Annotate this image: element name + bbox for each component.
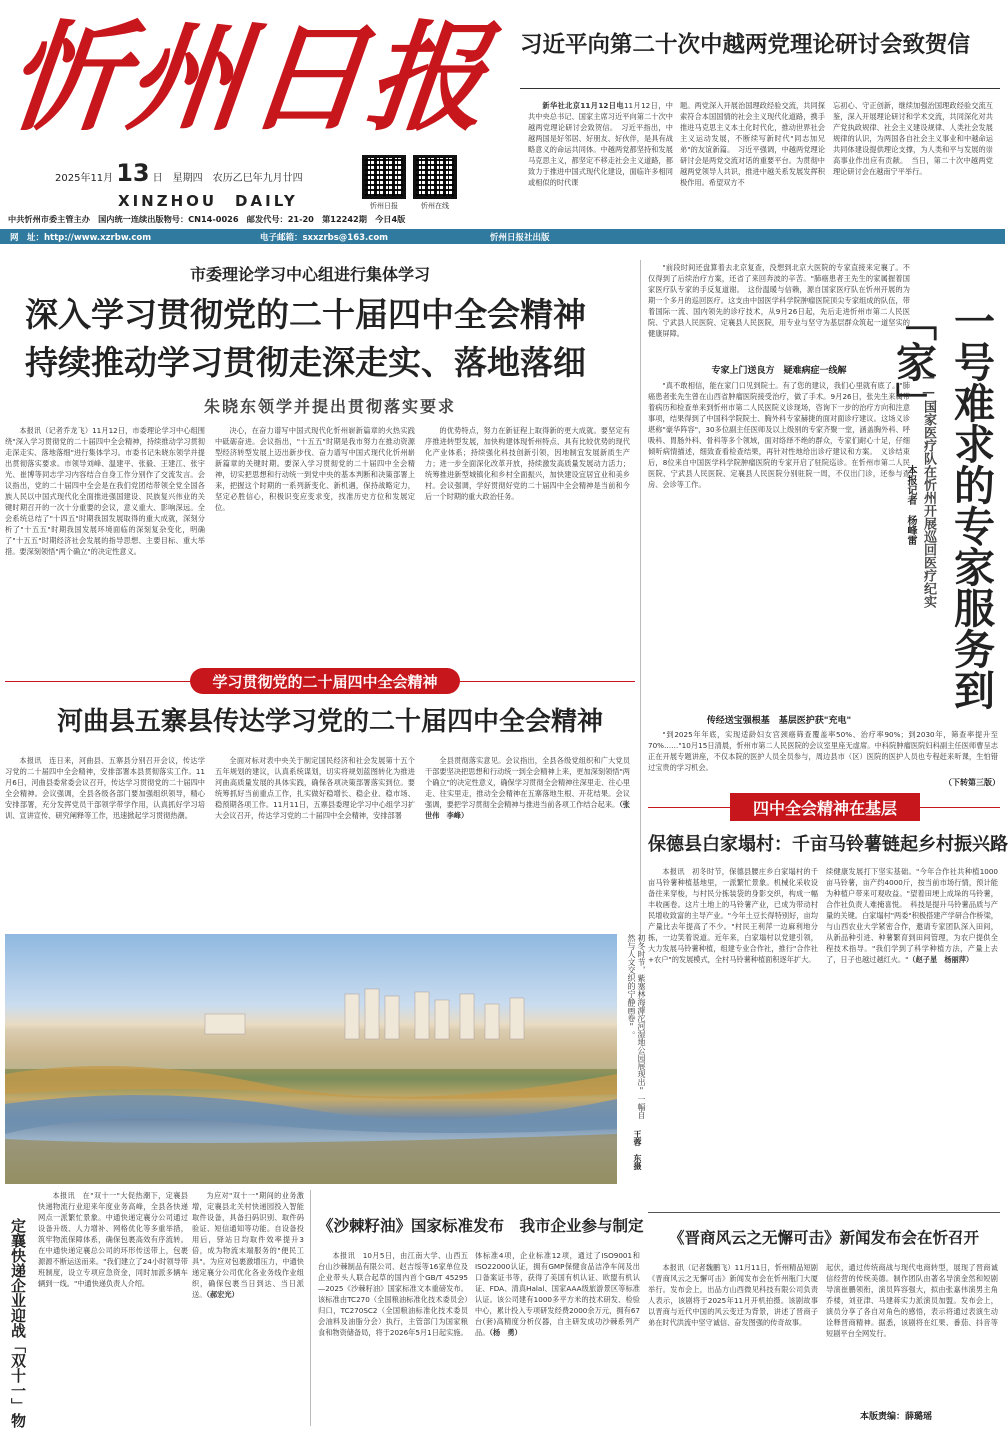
red-banner-study: 学习贯彻党的二十届四中全会精神 (190, 668, 460, 694)
red-banner-grassroots: 四中全会精神在基层 (730, 793, 920, 821)
article1-kicker: 市委理论学习中心组进行集体学习 (189, 265, 430, 284)
article1-title-2: 持续推动学习贯彻走深走实、落地落细 (25, 343, 586, 382)
article1-title-1: 深入学习贯彻党的二十届四中全会精神 (25, 295, 586, 334)
right-para-2: "真不敢相信，能在家门口见到院士。有了您的建议，我们心里就有底了。"肺癌患者张先生曾在山西省肿瘤医院接受治疗，做了手术。9月26日，张先生来属带着病历和检查单来到忻州市第二人民医院义诊现场，咨询下一步的治疗方向和注意事项，结果得到了中国科学院院士、胸外科专家赫捷的面对面诊疗建议。这场义诊堪称"豪华阵容"，30多位副主任医师及以上级别的专家齐聚一堂，涵盖胸外科、呼吸科、胃肠外科、骨科等多个领域，面对络绎不绝的群众，专家们耐心十足，仔细倾听病情描述，细致查看检查结果，再针对性地给出诊疗建议和方案。 义诊结束后，8位来自中国医学科学院肿瘤医院的专家开启了驻院巡诊。在忻州市第二人民医院、宁武县人民医院、定襄县人民医院分别驻院一周，不仅出门诊，还参与查房、会诊等工作。 (648, 381, 910, 489)
lead-col-2: 题。两党深入开展治国理政经验交流，共同探索符合本国国情的社会主义现代化道路，携手推进马克思主义本土化时代化，推动世界社会主义运动发展，不断续写新时代"同志加兄弟"的友谊新篇。 习近平强调，中越两党理论研讨会是两党交流对话的重要平台。为贯彻中越两党领导人共识，推进中越关系发展发挥积极作用。希望双方不 (680, 101, 825, 187)
masthead-logo (0, 8, 513, 148)
photo-scene (5, 934, 617, 1184)
info-line: 中共忻州市委主管主办 国内统一连续出版物号：CN14-0026 邮发代号：21-20 第12242期 今日4版 (8, 214, 406, 224)
article6-col-2: 起伏，通过传统商战与现代电商转型，展现了晋商诚信经营的传统美德。制作团队由著名导演金然和短剧导演崔鹏领衔，演员阵容强大，拟由张嘉伟演男主角乔楼，刘亚津、马建蒋实力派演员加盟。发布会上，演员分享了各自对角色的感悟，表示将通过表演生动诠释晋商精神。据悉，该剧将在红果、番茄、抖音等短剧平台全网发行。 (826, 1263, 998, 1338)
article6-title: 《晋商风云之无懈可击》新闻发布会在忻召开 (668, 1229, 979, 1247)
right-para-3: "到2025年年底，实现适龄妇女宫颈癌筛查覆盖率50%、治疗率90%；到2030年，筛查率提升至70%……"10月15日清晨，忻州市第二人民医院的会议室里座无虚席。中科院肿瘤医院妇科副主任医师曹呈志正在开展专题讲座，不仅本院的医护人员全员参与，周边县市（区）医院的医护人员也专程赶来听课，生怕错过宝贵的学习机会。 (648, 730, 998, 772)
right-story-subtitle: ——国家医疗队在忻州开展巡回医疗纪实 (921, 370, 936, 608)
left-vertical-title: 定襄快递企业迎战「双十一」物 (9, 1218, 27, 1428)
qr-label-2: 忻州在线 (421, 202, 449, 210)
right-sub-2: 传经送宝强根基 基层医护获"充电" (706, 716, 852, 726)
lead-title: 习近平向第二十次中越两党理论研讨会致贺信 (520, 32, 971, 58)
publisher: 忻州日报社出版 (490, 232, 550, 243)
photo-caption: 初冬时节，紫塞林海滹沱河湿地公园展现出"一幅自然与人文交织的宁静画卷"。 (627, 934, 646, 1119)
landscape-photo (5, 934, 617, 1184)
right-para-1: "前段时间还盘算着去北京复查，没想到北京大医院的专家直接来定襄了。不仅得到了后续治疗方案，还省了来回奔波的辛苦。"肺癌患者王先生的家属握着国家医疗队专家的手反复道谢。 这份温暖与信赖，源自国家医疗队在忻州开展的为期一个多月的巡回医疗。这支由中国医学科学院肿瘤医院顶尖专家组成的队伍，带着国际一流、国内领先的诊疗技术，从9月26日起，先后走进忻州市第二人民医院、宁武县人民医院、定襄县人民医院，用专业与坚守为基层群众筑起一道坚实的健康屏障。 (648, 263, 910, 338)
photo-byline: 王蓉 东摄 (633, 1130, 643, 1170)
lead-col-1: 新华社北京11月12日电11月12日，中共中央总书记、国家主席习近平向第二十次中越两党理论研讨会致贺信。 习近平指出，中越两国是好邻居、好朋友、好伙伴，是具有战略意义的命运共同体。中越两党都坚持和发展马克思主义，都坚定不移走社会主义道路，都致力于推进中国式现代化建设，面临许多相同或相似的时代课 (528, 101, 673, 187)
article4-col-2: 为应对"双十一"期间的业务激增，定襄县北关村快递园投入智能取件设备，具备扫码识别、取件码验证、短信通知等功能。自设备投用后，驿站日均取件效率提升3倍，成为物流末端服务的"便民工具"。为应对包裹激增压力，中通快递定襄分公司优化各业务线作业组织，确保包裹当日到达、当日派送。（郝宏光） (192, 1191, 304, 1299)
article3-title: 保德县白家塌村：千亩马铃薯链起乡村振兴路 (648, 834, 1008, 855)
right-story-byline: 本报记者 杨峰雷 (905, 465, 916, 545)
qr-code-2 (413, 155, 457, 199)
website-link[interactable]: 网 址：http://www.xzrbw.com (10, 232, 152, 243)
info-bar (0, 229, 1005, 244)
qr-code-1 (362, 155, 406, 199)
article5-col-1: 本报讯 10月5日，由江南大学、山西五台山沙棘制品有限公司、赵吉绥等16家单位及企业带头人联合起草的国内首个GB/T 45295—2025《沙棘籽油》国家标准文本重磅发布。该标准由TC270（全国粮油标准化技术委员会）归口，TC270SC2（全国粮油标准化技术委员会油料及油脂分会）执行，主管部门为国家粮食和物资储备局，将于2026年5月1日起实施。 (318, 1251, 468, 1337)
article3-col-1: 本报讯 初冬时节，保德县腰庄乡白家塌村的千亩马铃薯种植基地里，一派繁忙景象。机械化采收设备往来穿梭，与村民分拣装袋的身影交织，构成一幅丰收画卷。这片土地上的马铃薯产业，已成为带动村民增收致富的主导产业。"今年土豆长得特别好，亩均产量比去年提高了不少。"村民王利萍一边麻利地分拣，一边笑着说道。近年来，白家塌村以党建引领，大力发展马铃薯种植，组建专业合作社，推行"合作社+农户"的发展模式，全村马铃薯种植面积逐年扩大。 (648, 867, 818, 964)
article3-col-2: 续健康发展打下坚实基础。"今年合作社共种植1000亩马铃薯，亩产约4000斤，按当前市场行情，预计能为种植户带来可观收益。"望着田埂上成垛的马铃薯，合作社负责人难掩喜悦。 科技是提升马铃薯品质与产量的关键。白家塌村"两委"积极搭建产学研合作桥梁，与山西农业大学紧密合作，邀请专家团队深入田间，从新品种引进、种薯繁育到田间管理，为农户提供全程技术指导。"我们学到了科学种植方法，产量上去了，日子也越过越红火。"（赵子星 杨丽萍） (826, 867, 998, 964)
pinyin-title: XINZHOU DAILY (118, 192, 298, 210)
article2-col-2: 全面对标对表中央关于制定国民经济和社会发展第十五个五年规划的建议，认真系统谋划，切实将规划蓝图转化为推进河曲高质量发展的具体实践，确保各项决策部署落实到位。要统筹抓好当前重点工作，扎实做好稳增长、稳企业、稳市场、稳预期各项工作。11月11日，五寨县委理论学习中心组学习扩大会议召开，传达学习党的二十届四中全会精神，安排部署 (215, 756, 415, 820)
qr-label-1: 忻州日报 (370, 202, 398, 210)
article5-col-2: 体标准4项，企业标准12项，通过了ISO9001和ISO22000认证，拥有GMP保健食品洁净车间及出口备案证书等，获得了美国有机认证、欧盟有机认证、FDA、清真Halal、国家AAA级旅游景区等标准认证。该公司建有1000多平方米的技术研发、检验中心，累计投入专项研发经费2000余万元，拥有67台(套)高精度分析仪器，自主研发成功沙棘系列产品。（杨 勇） (475, 1251, 640, 1337)
lead-col-3: 忘初心、守正创新，继续加强治国理政经验交流互鉴，深入开展理论研讨和学术交流，共同深化对共产党执政规律、社会主义建设规律、人类社会发展规律的认识，为两国各自社会主义事业和中越命运共同体建设提供理论支撑，为人类和平与发展的崇高事业作出应有贡献。 当日，第二十次中越两党理论研讨会在越南宁平举行。 (833, 101, 993, 176)
article6-col-1: 本报讯（记者魏鹏飞）11月11日，忻州精品短剧《晋商风云之无懈可击》新闻发布会在忻州瓶门大厦举行。发布会上，出品方山西微见科技有限公司负责人表示，该剧将于2025年11月开机拍摄。该剧故事以晋商与近代中国的风云变迁为背景，讲述了晋商子弟在时代洪流中坚守诚信、奋发图强的传奇故事。 (648, 1263, 818, 1327)
email-link[interactable]: 电子邮箱：sxxzrbs@163.com (260, 232, 389, 243)
article4-col-1: 本报讯 在"双十一"大促热潮下，定襄县快递物流行业迎来年度业务高峰，全县各快递网点一派繁忙景象。中通快递定襄分公司通过设备升级、人力增补、网格优化等多重举措，筑牢物流保障体系，确保包裹高效有序流转。在中通快递定襄总公司的环形传送带上，包裹源源不断运送而来。"我们建立了24小时领导带班制度，设立专项应急资金，同时加派多辆车辆到一线。"中通快递负责人介绍。 (38, 1191, 188, 1288)
editor-credit: 本版责编：薛璐瑶 (860, 1412, 933, 1422)
article1-col-1: 本报讯（记者乔龙飞）11月12日，市委理论学习中心组围绕"深入学习贯彻党的二十届四中全会精神，持续推动学习贯彻走深走实、落地落细"进行集体学习。市委书记朱晓东领学并提出贯彻落实要求。市领导刘峰、温建平、张毅、王建江、张宇光、崔博等同志学习内容结合自身工作分别作了交流发言。会议指出，党的二十届四中全会是在我们党团结带领全党全国各族人民以中国式现代化全面推进强国建设、民族复兴伟业的关键时期召开的一次十分重要的会议，意义重大、影响深远。全会系统总结了"十四五"时期我国发展取得的重大成就，深刻分析了"十五五"时期我国发展环境面临的深刻复杂变化，明确了"十五五"时期经济社会发展的指导思想、主要目标、重大举措。要深刻领悟"两个确立"的决定性意义。 (5, 426, 205, 556)
article2-title: 河曲县五寨县传达学习党的二十届四中全会精神 (56, 707, 603, 737)
article2-col-3: 全县贯彻落实意见。会议指出，全县各级党组织和广大党员干部要坚决把思想和行动统一到全会精神上来，更加深刻领悟"两个确立"的决定性意义，确保学习贯彻全会精神往深里走、往心里走、往实里走，推动全会精神在五寨落地生根、开花结果。会议强调，要把学习贯彻全会精神与推进当前各项工作结合起来。（张世伟 李峰） (425, 756, 630, 820)
article1-col-2: 决心，在奋力谱写中国式现代化忻州崭新篇章的火热实践中砥砺奋进。会议指出，"十五五"时期是我市努力在推动资源型经济转型发展上迈出新步伐、奋力谱写中国式现代化忻州崭新篇章的关键时期。要深入学习贯彻党的二十届四中全会精神，切实把思想和行动统一到党中央的基本判断和决策部署上来，把握这个时期的一系列新变化、新机遇，保持战略定力，坚定必胜信心，积极识变应变求变，找准历史方位和发展定位。 (215, 426, 415, 512)
article1-subtitle: 朱晓东领学并提出贯彻落实要求 (203, 397, 456, 416)
date-line: 2025年11月 13 日 星期四 农历乙巳年九月廿四 (55, 159, 303, 187)
right-story-more: （下转第三版） (944, 778, 1000, 787)
right-story-title: 一号难求的专家服务到「家」 (889, 300, 995, 710)
article1-col-3: 的优势特点，努力在新征程上取得新的更大成就。要坚定有序推进转型发展，加快构建体现忻州特点、具有比较优势的现代化产业体系；持续强化科技创新引领，因地制宜发展新质生产力；进一步全面深化改革开放，持续激发高质量发展动力活力；统筹推进新型城镇化和乡村全面振兴，加快建设宜居宜业和美乡村。会议强调，学好贯彻好党的二十届四中全会精神是当前和今后一个时期的重大政治任务。 (425, 426, 630, 501)
logo-text: 忻州日报 (0, 8, 496, 147)
article5-title: 《沙棘籽油》国家标准发布 我市企业参与制定 (318, 1217, 644, 1235)
article2-col-1: 本报讯 连日来，河曲县、五寨县分别召开会议，传达学习党的二十届四中全会精神，安排部署本县贯彻落实工作。11月6日，河曲县委常委会议召开，传达学习贯彻党的二十届四中全会精神。会议强调，全县各级各部门要加强组织领导，精心安排部署，充分发挥党员干部领学带学作用，认真抓好学习培训、宣讲宣传、研究阐释等工作，迅速掀起学习贯彻热潮。 (5, 756, 205, 820)
right-sub-1: 专家上门送良方 疑难病症一线解 (711, 366, 847, 376)
